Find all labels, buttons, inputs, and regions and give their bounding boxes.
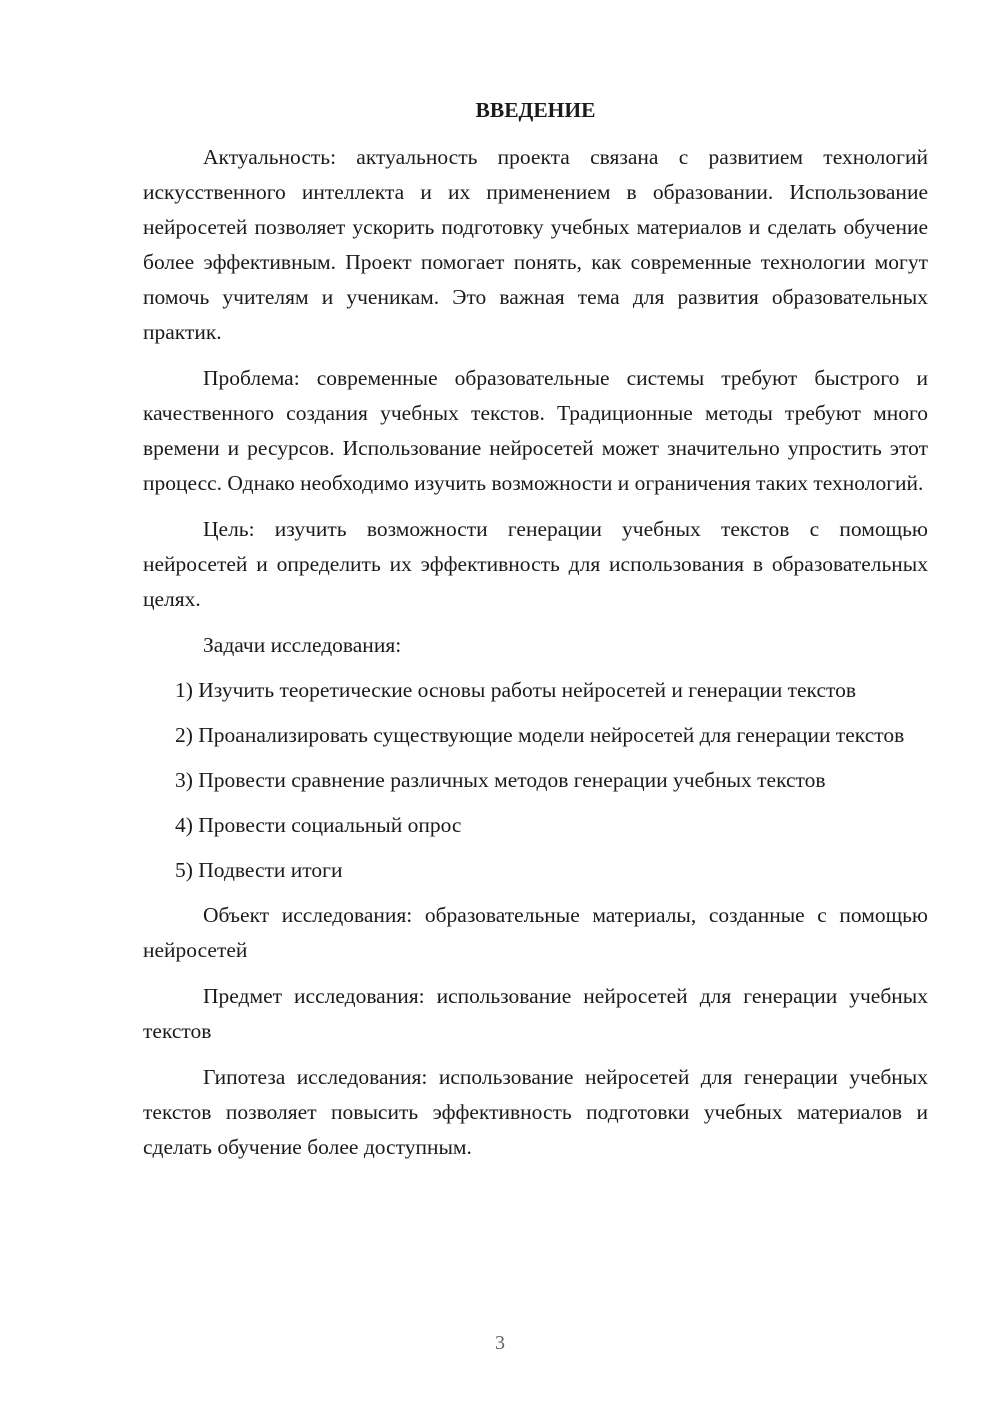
- list-item: 5) Подвести итоги: [175, 858, 343, 882]
- paragraph-object: Объект исследования: образовательные материалы, созданные с помощью нейросетей: [143, 903, 928, 962]
- paragraph-problem: Проблема: современные образовательные системы требуют быстрого и качественного создания учебных текстов. Традиционные методы требуют много времени и ресурсов. Использование нейросетей может значительно упростить этот процесс. Однако необходимо изучить возможности и ограничения таких технологий.: [143, 366, 928, 495]
- page-title: ВВЕДЕНИЕ: [475, 98, 596, 122]
- list-item: 2) Проанализировать существующие модели нейросетей для генерации текстов: [175, 723, 905, 747]
- document-page: [143, 95, 928, 1176]
- paragraph-relevance: Актуальность: актуальность проекта связана с развитием технологий искусственного интеллекта и их применением в образовании. Использование нейросетей позволяет ускорить подготовку учебных материалов и сделать обучение более эффективным. Проект помогает понять, как современные технологии могут помочь учителям и ученикам. Это важная тема для развития образовательных практик.: [143, 145, 928, 344]
- paragraph-goal: Цель: изучить возможности генерации учебных текстов с помощью нейросетей и определить их эффективность для использования в образовательных целях.: [143, 517, 928, 611]
- tasks-heading: Задачи исследования:: [203, 633, 402, 657]
- paragraph-subject: Предмет исследования: использование нейросетей для генерации учебных текстов: [143, 984, 928, 1043]
- page-number: 3: [495, 1332, 505, 1354]
- paragraph-hypothesis: Гипотеза исследования: использование нейросетей для генерации учебных текстов позволяет повысить эффективность подготовки учебных материалов и сделать обучение более доступным.: [143, 1065, 928, 1159]
- list-item: 3) Провести сравнение различных методов генерации учебных текстов: [175, 768, 826, 792]
- list-item: 4) Провести социальный опрос: [175, 813, 462, 837]
- list-item: 1) Изучить теоретические основы работы нейросетей и генерации текстов: [175, 678, 857, 702]
